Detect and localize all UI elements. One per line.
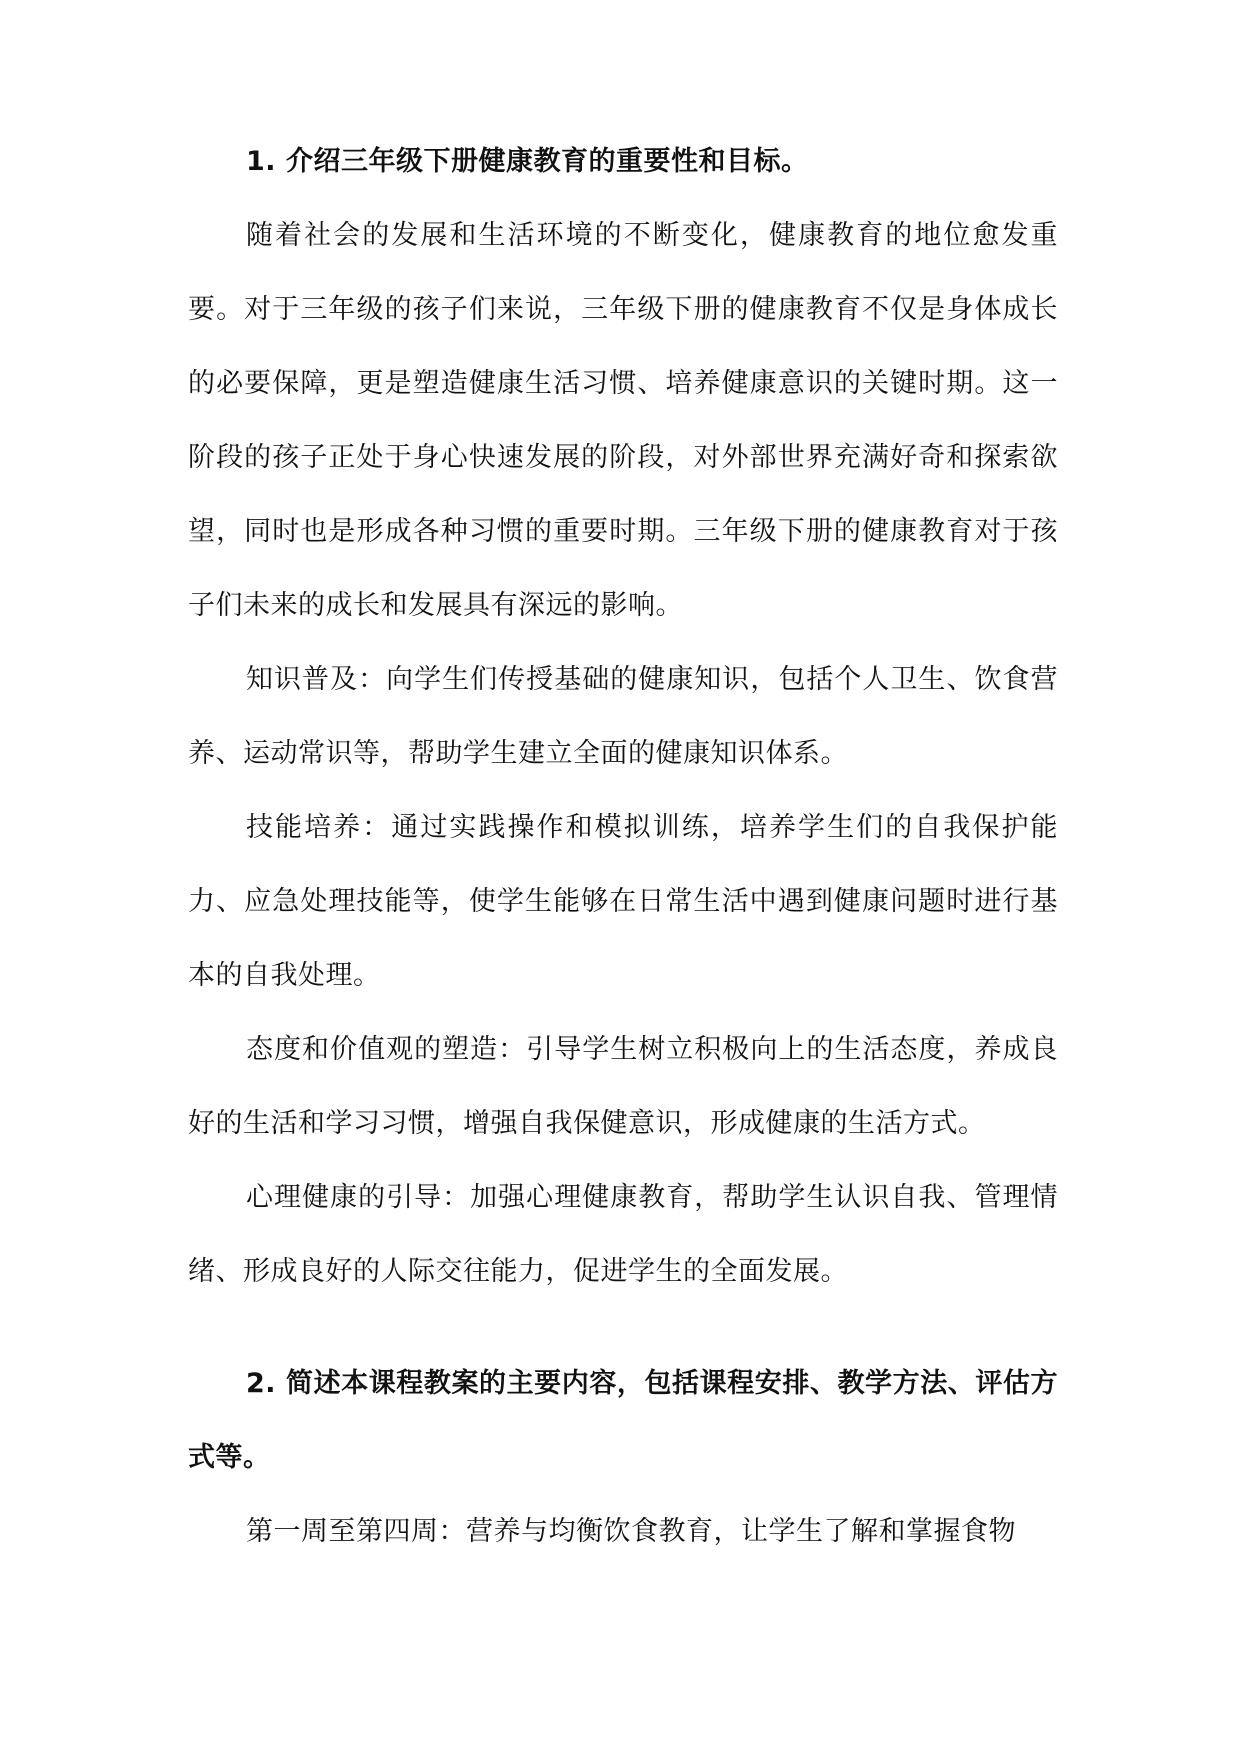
section-1-paragraph-skills: 技能培养：通过实践操作和模拟训练，培养学生们的自我保护能力、应急处理技能等，使学生能够在日常生活中遇到健康问题时进行基本的自我处理。 — [188, 812, 1058, 991]
section-1-paragraph-attitude: 态度和价值观的塑造：引导学生树立积极向上的生活态度，养成良好的生活和学习习惯，增强自我保健意识，形成健康的生活方式。 — [188, 1034, 1058, 1139]
section-2-paragraph-weeks: 第一周至第四周：营养与均衡饮食教育，让学生了解和掌握食物 — [246, 1516, 1016, 1547]
document-body — [188, 145, 1058, 1569]
section-1-paragraph-intro: 随着社会的发展和生活环境的不断变化，健康教育的地位愈发重要。对于三年级的孩子们来说，三年级下册的健康教育不仅是身体成长的必要保障，更是塑造健康生活习惯、培养健康意识的关键时期。这一阶段的孩子正处于身心快速发展的阶段，对外部世界充满好奇和探索欲望，同时也是形成各种习惯的重要时期。三年级下册的健康教育对于孩子们未来的成长和发展具有深远的影响。 — [188, 220, 1058, 621]
section-1-paragraph-mental-health: 心理健康的引导：加强心理健康教育，帮助学生认识自我、管理情绪、形成良好的人际交往能力，促进学生的全面发展。 — [188, 1182, 1058, 1287]
section-2-heading: 2. 简述本课程教案的主要内容，包括课程安排、教学方法、评估方式等。 — [188, 1368, 1058, 1473]
section-1-heading: 1. 介绍三年级下册健康教育的重要性和目标。 — [246, 146, 809, 177]
section-1-paragraph-knowledge: 知识普及：向学生们传授基础的健康知识，包括个人卫生、饮食营养、运动常识等，帮助学生建立全面的健康知识体系。 — [188, 664, 1058, 769]
